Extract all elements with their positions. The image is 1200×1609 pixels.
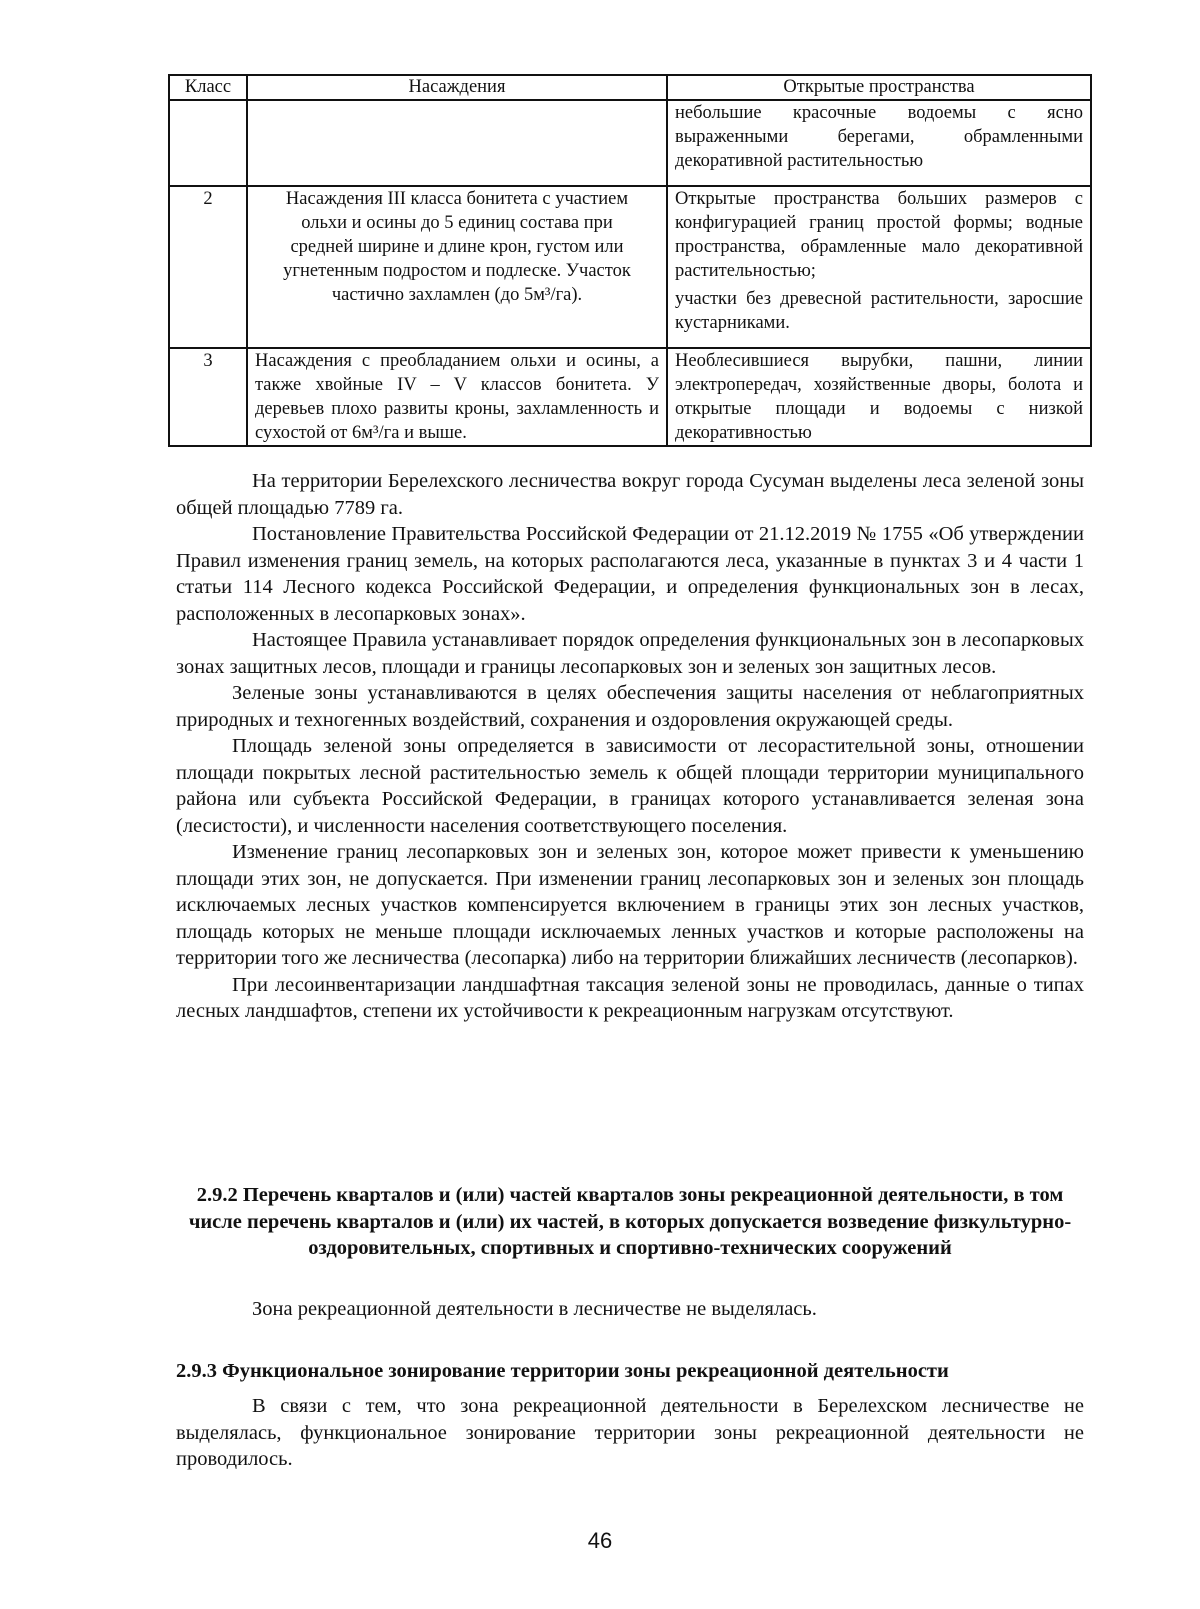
paragraph: Изменение границ лесопарковых зон и зеленых зон, которое может привести к уменьшению площади этих зон, не допускается. При изменении границ лесопарковых зон и зеленых зон площадь исключаемых лесных участков компенсируется включением в границы этих зон лесных участков, площадь которых не меньше площади исключаемых ленных участков и которые расположены на территории того же лесничества (лесопарка) либо на территории ближайших лесничеств (лесопарков). <box>176 841 1084 969</box>
cell-plantings <box>247 186 667 348</box>
cell-line: средней ширине и длине крон, густом или <box>290 237 624 257</box>
body-section <box>176 468 1084 1025</box>
cell-line: частично захламлен (до 5м³/га). <box>331 285 583 305</box>
cell-line: угнетенным подростом и подлеске. Участок <box>283 261 631 281</box>
table-header-row <box>169 75 1091 100</box>
cell-line: Насаждения III класса бонитета с участием <box>285 189 629 209</box>
page-number: 46 <box>587 1528 613 1553</box>
paragraph: Зона рекреационной деятельности в лесничестве не выделялась. <box>252 1298 817 1320</box>
header-class: Класс <box>169 75 247 100</box>
body-section <box>176 1296 1084 1323</box>
cell-class <box>169 100 247 186</box>
table-row <box>169 348 1091 446</box>
paragraph: При лесоинвентаризации ландшафтная таксация зеленой зоны не проводилась, данные о типах лесных ландшафтов, степени их устойчивости к рекреационным нагрузкам отсутствуют. <box>176 973 1084 1022</box>
paragraph: На территории Берелехского лесничества вокруг города Сусуман выделены леса зеленой зоны общей площадью 7789 га. <box>176 470 1084 519</box>
landscape-class-table <box>168 74 1092 447</box>
paragraph: Постановление Правительства Российской Федерации от 21.12.2019 № 1755 «Об утверждении Правил изменения границ земель, на которых располагаются леса, указанные в пунктах 3 и 4 части 1 статьи 114 Лесного кодекса Российской Федерации, и определения функциональных зон в лесах, расположенных в лесопарковых зонах». <box>176 523 1084 625</box>
cell-open-spaces: Необлесившиеся вырубки, пашни, линии электропередач, хозяйственные дворы, болота и открытые площади и водоемы с низкой декоративностью <box>667 348 1091 446</box>
cell-open-spaces <box>667 186 1091 348</box>
cell-paragraph: участки без древесной растительности, заросшие кустарниками. <box>675 289 1083 333</box>
cell-class: 3 <box>169 348 247 446</box>
table-row <box>169 186 1091 348</box>
cell-line: ольхи и осины до 5 единиц состава при <box>301 213 613 233</box>
paragraph: В связи с тем, что зона рекреационной деятельности в Берелехском лесничестве не выделялась, функциональное зонирование территории зоны рекреационной деятельности не проводилось. <box>176 1395 1084 1470</box>
header-plantings: Насаждения <box>247 75 667 100</box>
section-heading-2-9-2: 2.9.2 Перечень кварталов и (или) частей кварталов зоны рекреационной деятельности, в том числе перечень кварталов и (или) их частей, в которых допускается возведение физкультурно-оздоровительных, спортивных и спортивно-технических сооружений <box>188 1184 1072 1259</box>
header-open-spaces: Открытые пространства <box>667 75 1091 100</box>
section-heading-2-9-3: 2.9.3 Функциональное зонирование территории зоны рекреационной деятельности <box>176 1360 949 1382</box>
paragraph: Зеленые зоны устанавливаются в целях обеспечения защиты населения от неблагоприятных природных и техногенных воздействий, сохранения и оздоровления окружающей среды. <box>176 682 1084 731</box>
paragraph: Настоящее Правила устанавливает порядок определения функциональных зон в лесопарковых зонах защитных лесов, площади и границы лесопарковых зон и зеленых зон защитных лесов. <box>176 629 1084 678</box>
cell-plantings: Насаждения с преобладанием ольхи и осины, а также хвойные IV – V классов бонитета. У деревьев плохо развиты кроны, захламленность и сухостой от 6м³/га и выше. <box>247 348 667 446</box>
cell-paragraph: Открытые пространства больших размеров с конфигурацией границ простой формы; водные пространства, обрамленные мало декоративной растительностью; <box>675 189 1083 281</box>
cell-class: 2 <box>169 186 247 348</box>
table-row <box>169 100 1091 186</box>
cell-plantings <box>247 100 667 186</box>
paragraph: Площадь зеленой зоны определяется в зависимости от лесорастительной зоны, отношении площади покрытых лесной растительностью земель к общей площади территории муниципального района или субъекта Российской Федерации, в границах которого устанавливается зеленая зона (лесистости), и численности населения соответствующего поселения. <box>176 735 1084 837</box>
body-section <box>176 1393 1084 1473</box>
cell-open-spaces: небольшие красочные водоемы с ясно выраженными берегами, обрамленными декоративной растительностью <box>667 100 1091 186</box>
